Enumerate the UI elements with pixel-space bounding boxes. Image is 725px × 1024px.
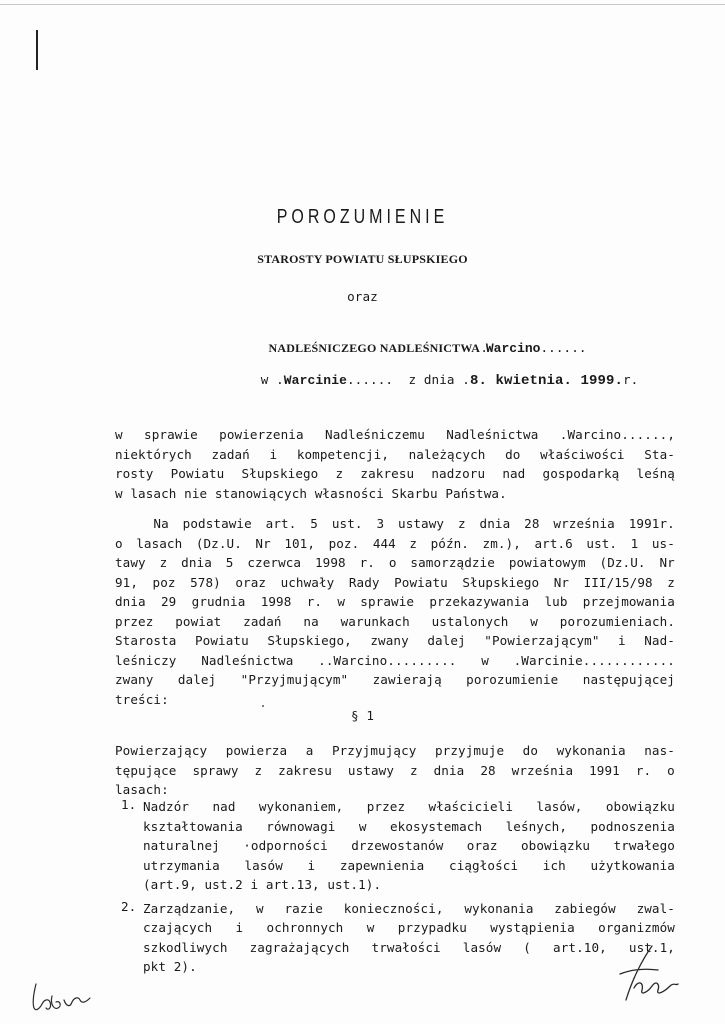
word: lasów	[462, 939, 502, 955]
text-line	[143, 856, 675, 876]
word: ·odporności	[243, 838, 328, 853]
word: szkodliwych	[143, 939, 228, 955]
word: należących	[408, 446, 486, 462]
word: w lasach nie stanowiących własności Skarbu Państwa.	[115, 485, 507, 501]
word: zawierają	[372, 672, 442, 687]
word: grudnia	[191, 594, 246, 609]
word: nad	[502, 466, 526, 481]
word: konieczności,	[343, 900, 444, 916]
text-line	[115, 631, 675, 651]
word: "Przyjmującym"	[240, 672, 349, 687]
text-line	[115, 761, 675, 781]
word: przypadku	[397, 920, 467, 935]
word: powierzenia	[219, 427, 304, 442]
word: Rady	[348, 574, 380, 590]
word: w	[530, 613, 538, 629]
margin-pen-mark	[36, 30, 38, 70]
word: r.	[306, 594, 323, 609]
word: dnia	[181, 555, 212, 570]
word: powiatowym	[508, 555, 586, 570]
word: poz	[152, 574, 176, 590]
word: zakresu	[278, 762, 332, 778]
word: przekazywania	[429, 594, 530, 609]
text-line	[115, 690, 675, 710]
section1-list	[115, 797, 675, 977]
scan-speck	[262, 705, 264, 707]
word: z	[409, 762, 418, 778]
text-line	[115, 592, 675, 612]
text-line	[115, 573, 675, 593]
word: r.	[635, 762, 652, 778]
word: ustalonych	[431, 613, 509, 629]
word: i	[618, 633, 626, 648]
word: Nadleśnictwa	[446, 427, 539, 442]
word: Powiatu	[195, 633, 249, 648]
word: równowagi	[266, 818, 336, 834]
word: 1991	[589, 762, 620, 778]
word: podstawie	[182, 516, 252, 531]
word: września	[553, 516, 615, 531]
word: treści:	[115, 691, 169, 707]
word: poz.	[328, 535, 360, 551]
word: (Dz.U.	[599, 555, 646, 570]
word: nad	[212, 799, 236, 814]
word: ust.1,	[628, 939, 675, 955]
word: Słupskiego,	[267, 633, 352, 648]
word: drzewostanów	[351, 838, 444, 853]
word: Nadleśnictwa	[201, 652, 294, 668]
list-item-number: 1.	[121, 797, 137, 812]
word: 29	[161, 594, 177, 609]
word: lasach:	[115, 782, 169, 797]
list-item-text	[143, 899, 675, 977]
word: zapewnienia	[339, 857, 425, 873]
text-line	[143, 875, 675, 895]
word: oraz	[466, 838, 498, 853]
word: lasów,	[536, 799, 583, 814]
text-line	[115, 445, 675, 465]
word: o	[388, 555, 397, 570]
word: samorządzie	[410, 555, 495, 570]
word: z	[254, 762, 263, 778]
word: art.6	[534, 535, 573, 551]
text-line	[143, 836, 675, 856]
word: "Powierzającym"	[484, 633, 600, 648]
word: Nr	[255, 535, 271, 551]
word: dnia	[115, 594, 146, 609]
word: obowiązku	[520, 838, 591, 853]
word: (art.9, ust.2 i art.13, ust.1).	[143, 877, 382, 892]
word: przez	[366, 799, 406, 814]
word: następującej	[582, 672, 675, 687]
date-suffix: r.	[622, 372, 639, 387]
word: do	[522, 743, 539, 758]
word: rosty	[115, 466, 154, 481]
text-line	[115, 514, 675, 534]
word: zabiegów	[554, 900, 616, 916]
fill-dots: ......	[347, 372, 394, 387]
text-line	[143, 817, 675, 837]
word: przez	[115, 613, 154, 629]
word: dnia	[479, 516, 511, 531]
word: podnoszenia	[590, 818, 675, 834]
word: Starosta	[115, 633, 177, 648]
word: sprawie	[360, 594, 415, 609]
word: powierza	[225, 743, 288, 758]
word: użytkowania	[590, 857, 675, 873]
word: wykonaniem,	[258, 799, 344, 814]
word: w	[358, 818, 367, 834]
word: Sta-	[644, 446, 675, 462]
word: 444	[372, 535, 396, 551]
text-line	[143, 918, 675, 938]
word: ustawy	[347, 762, 394, 778]
section-mark: § 1	[350, 708, 375, 723]
word: leśną	[636, 466, 675, 481]
word: o	[667, 762, 675, 778]
word: 5	[225, 555, 234, 570]
conjunction-oraz: oraz	[347, 289, 378, 304]
text-line	[115, 741, 675, 761]
word: zadań	[211, 446, 250, 462]
date-prefix: z dnia .	[408, 372, 470, 387]
word: z	[159, 555, 168, 570]
word: Powierzający	[115, 743, 208, 758]
word: obowiązku	[605, 799, 675, 814]
word: uchwały	[280, 574, 335, 590]
word: warunkach	[340, 613, 410, 629]
word: tępujące	[115, 762, 177, 778]
word: przejmowania	[582, 594, 675, 609]
word: Słupskiego	[462, 574, 540, 590]
text-line	[115, 484, 675, 504]
word: Nr	[659, 555, 675, 570]
word: 1991r.	[628, 516, 675, 531]
word: ..Warcino.........	[318, 652, 457, 668]
place-prefix: w .	[260, 372, 284, 387]
word: późn.	[430, 535, 469, 551]
word: w	[366, 920, 375, 935]
word: Nad-	[644, 633, 675, 648]
word: 1998	[315, 555, 346, 570]
word: w	[255, 900, 264, 916]
word: (Dz.U.	[195, 535, 242, 551]
word: 3	[376, 516, 385, 531]
word: z	[667, 574, 675, 590]
word: z	[409, 535, 418, 551]
word: właściwości	[540, 446, 625, 462]
word: dnia	[433, 762, 465, 778]
word: Zarządzanie,	[143, 900, 236, 916]
word: z	[335, 466, 344, 481]
word: trwałości	[371, 939, 441, 955]
word: us-	[651, 535, 675, 551]
word: .Warcino......,	[559, 427, 675, 442]
word: z	[457, 516, 466, 531]
word: ust.	[586, 535, 618, 551]
word: art.	[265, 516, 297, 531]
word: razie	[284, 900, 323, 916]
word: porozumieniach.	[559, 613, 675, 629]
word: Słupskiego	[241, 466, 319, 481]
word: kształtowania	[143, 818, 243, 834]
word: 1	[630, 535, 639, 551]
word: oraz	[235, 574, 267, 590]
word: wykonania	[464, 900, 534, 916]
document-title: POROZUMIENIE	[276, 206, 449, 228]
text-line	[115, 553, 675, 573]
word: lasów	[244, 857, 283, 873]
filled-date: 8. kwietnia. 1999.	[469, 373, 623, 389]
list-item-text	[143, 797, 675, 895]
text-line	[115, 651, 675, 671]
word: sprawy	[192, 762, 239, 778]
filled-place: Warcinie	[283, 373, 347, 388]
word: porozumienie	[466, 672, 559, 687]
word: III/15/98	[583, 574, 653, 590]
word: naturalnej	[143, 838, 220, 853]
word: .Warcinie............	[513, 652, 675, 668]
word: zagrażających	[249, 939, 350, 955]
word: r.	[359, 555, 375, 570]
word: pkt 2).	[143, 959, 197, 974]
fill-dots: ......	[540, 340, 587, 355]
word: o	[115, 535, 123, 551]
text-line	[115, 464, 675, 484]
word: września	[511, 762, 574, 778]
word: Przyjmujący	[331, 743, 417, 758]
word: wystąpienia	[490, 920, 575, 935]
text-line	[143, 797, 675, 817]
word: lub	[544, 594, 568, 609]
text-line	[115, 534, 675, 554]
word: gospodarką	[542, 466, 620, 481]
word: zadań	[243, 613, 282, 629]
word: 28	[524, 516, 540, 531]
word: kompetencji,	[296, 446, 389, 462]
word: organizmów	[598, 920, 675, 935]
word: 5	[310, 516, 318, 531]
word: Powiatu	[394, 574, 448, 590]
word: sprawie	[144, 427, 198, 442]
word: powiat	[175, 613, 222, 629]
word: Na	[115, 516, 169, 531]
word: w	[115, 427, 123, 442]
word: w	[481, 652, 489, 668]
word: 91,	[115, 574, 139, 590]
word: zwany	[370, 633, 409, 648]
legal-basis-paragraph	[115, 514, 675, 709]
word: utrzymania	[143, 857, 220, 873]
word: i	[307, 857, 316, 873]
section1-intro	[115, 741, 675, 800]
text-line	[143, 899, 675, 919]
word: i	[269, 446, 278, 462]
word: dalej	[177, 672, 217, 687]
word: 101,	[284, 535, 316, 551]
word: ekosystemach	[389, 818, 483, 834]
word: leśniczy	[115, 652, 177, 668]
word: ochronnych	[266, 920, 344, 935]
word: dalej	[427, 633, 466, 648]
word: niektórych	[115, 446, 192, 462]
word: lasach	[136, 535, 183, 551]
word: zwal-	[636, 900, 675, 916]
text-line	[143, 957, 675, 977]
word: Nr	[553, 574, 570, 590]
word: 28	[480, 762, 496, 778]
intro-paragraph	[115, 425, 675, 503]
word: 578)	[190, 574, 221, 590]
word: właścicieli	[428, 799, 514, 814]
list-item-number: 2.	[121, 898, 137, 914]
word: i	[235, 920, 244, 935]
word: ich	[542, 857, 566, 873]
word: ciągłości	[449, 857, 519, 873]
word: leśnych,	[505, 818, 568, 834]
word: ustawy	[398, 516, 445, 531]
word: art.10,	[553, 939, 607, 955]
word: nas-	[644, 743, 675, 758]
word: na	[303, 613, 319, 629]
text-line	[143, 938, 675, 958]
text-line	[115, 425, 675, 445]
word: czerwca	[247, 555, 302, 570]
text-line	[115, 670, 675, 690]
filled-forestry-name: Warcino	[485, 341, 541, 356]
scan-top-edge	[0, 4, 725, 5]
word: trwałego	[613, 838, 675, 853]
word: w	[337, 594, 346, 609]
word: czających	[143, 920, 213, 935]
word: przyjmuje	[434, 743, 505, 758]
word: Powiatu	[170, 466, 225, 481]
party-starosta: STAROSTY POWIATU SŁUPSKIEGO	[257, 252, 468, 266]
word: Nadleśniczemu	[325, 427, 425, 442]
word: Nadzór	[143, 799, 190, 814]
word: zwany	[115, 672, 154, 687]
word: zakresu	[360, 466, 415, 481]
word: ust.	[331, 516, 363, 531]
word: wykonania	[556, 743, 626, 758]
word: 1998	[260, 594, 292, 609]
place-date-line	[230, 357, 638, 404]
word: zm.),	[482, 535, 521, 551]
party-nadlesniczy-label: NADLEŚNICZEGO NADLEŚNICTWA .	[268, 341, 486, 355]
word: do	[505, 446, 521, 462]
text-line	[115, 612, 675, 632]
word: a	[305, 743, 314, 758]
signature-mark	[612, 940, 682, 1010]
word: tawy	[115, 555, 146, 570]
word: (	[523, 939, 531, 955]
handwritten-initials	[28, 978, 98, 1016]
word: nadzoru	[431, 466, 486, 481]
